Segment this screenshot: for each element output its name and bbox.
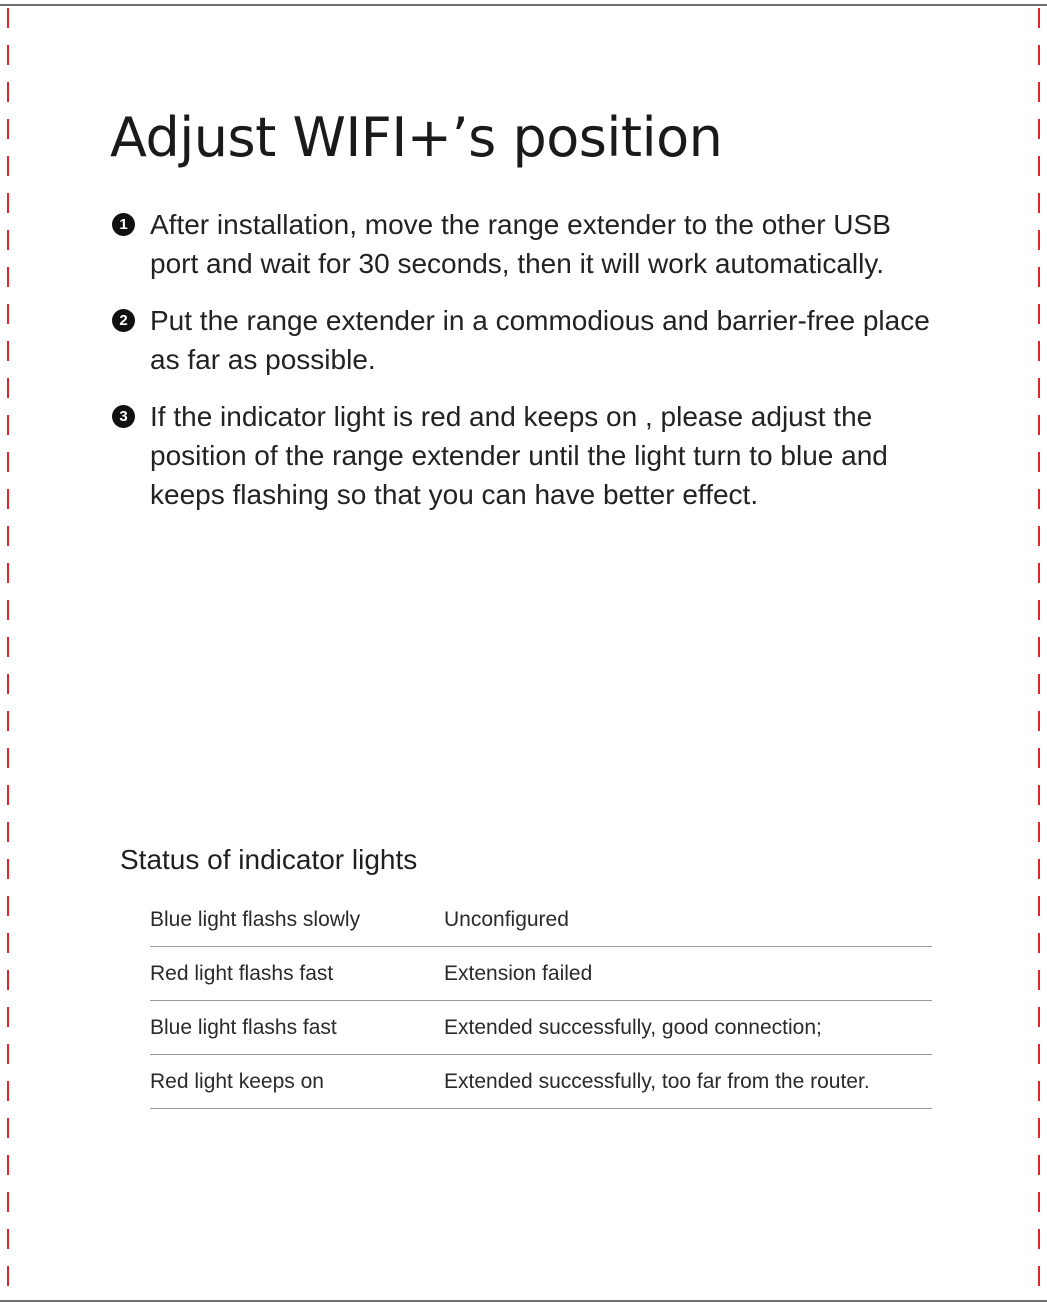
step-text: After installation, move the range extender to the other USB port and wait for 30 seconds, then it will work automatically. [150, 209, 891, 279]
step-text: If the indicator light is red and keeps on , please adjust the position of the range extender until the light turn to blue and keeps flashing so that you can have better effect. [150, 401, 888, 510]
instruction-steps [110, 205, 930, 532]
left-cut-line [7, 8, 9, 1300]
table-row [150, 1055, 932, 1109]
page-title: Adjust WIFI+’s position [110, 106, 723, 169]
step-number-badge: 2 [112, 309, 135, 332]
table-row [150, 1001, 932, 1055]
step-item-3 [110, 397, 930, 514]
indicator-status-table [150, 893, 932, 1109]
light-state-cell: Red light flashs fast [150, 947, 444, 1001]
right-cut-line [1038, 8, 1040, 1300]
table-row [150, 947, 932, 1001]
status-section-title: Status of indicator lights [120, 844, 418, 875]
status-meaning-cell: Extension failed [444, 947, 932, 1001]
light-state-cell: Blue light flashs slowly [150, 893, 444, 947]
light-state-cell: Red light keeps on [150, 1055, 444, 1109]
step-text: Put the range extender in a commodious and barrier-free place as far as possible. [150, 305, 930, 375]
step-number-badge: 3 [112, 405, 135, 428]
status-meaning-cell: Extended successfully, good connection; [444, 1001, 932, 1055]
step-number-badge: 1 [112, 213, 135, 236]
status-meaning-cell: Unconfigured [444, 893, 932, 947]
table-row [150, 893, 932, 947]
step-item-2 [110, 301, 930, 379]
step-item-1 [110, 205, 930, 283]
top-border-rule [0, 4, 1047, 6]
status-meaning-cell: Extended successfully, too far from the router. [444, 1055, 932, 1109]
bottom-border-rule [0, 1300, 1047, 1302]
light-state-cell: Blue light flashs fast [150, 1001, 444, 1055]
